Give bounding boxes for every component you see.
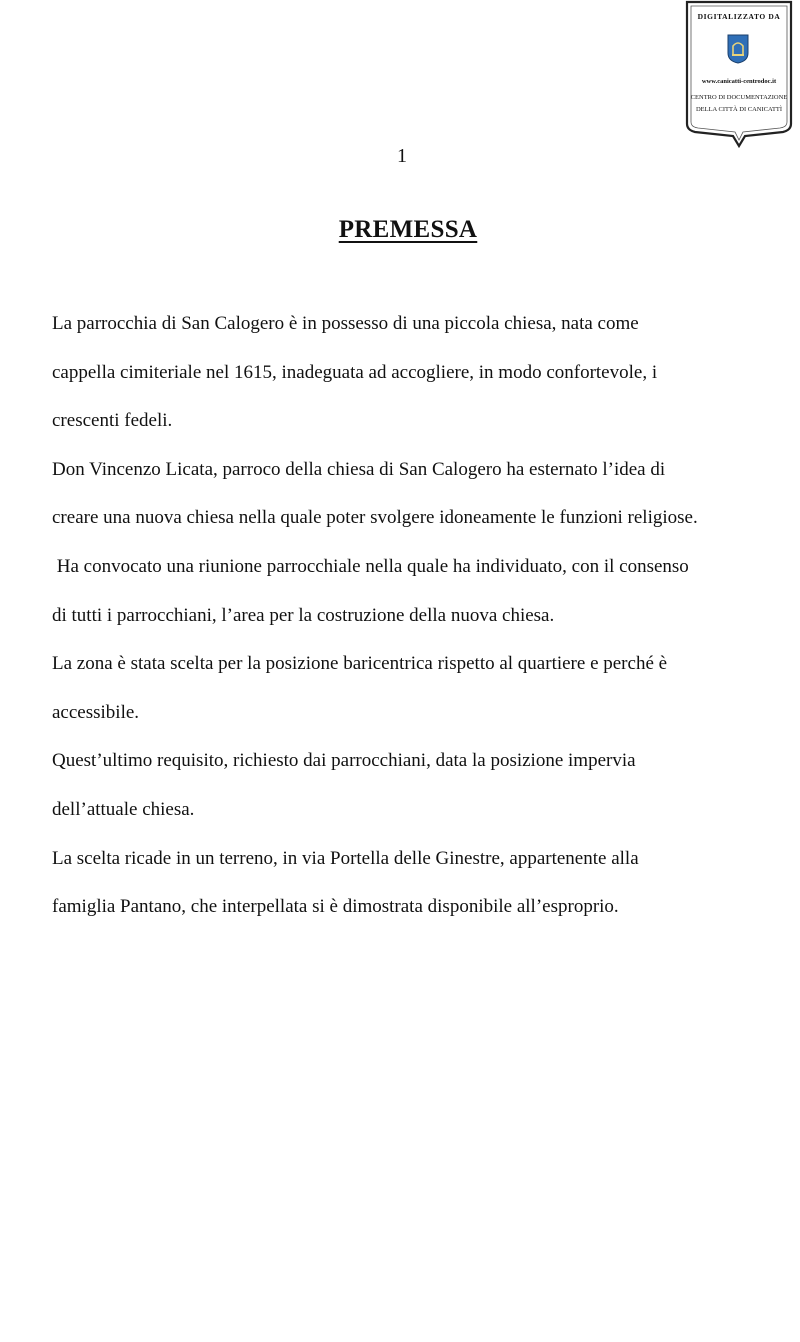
stamp-org-line-2: DELLA CITTÀ DI CANICATTÌ [695, 106, 783, 113]
stamp-org-line-1: CENTRO DI DOCUMENTAZIONE [690, 94, 788, 101]
digitization-stamp [683, 0, 795, 148]
text-line: Ha convocato una riunione parrocchiale nella quale ha individuato, con il consenso [52, 555, 689, 577]
body-text [52, 302, 772, 934]
coat-of-arms-icon [727, 34, 749, 64]
text-line: La parrocchia di San Calogero è in possesso di una piccola chiesa, nata come [52, 313, 639, 334]
text-line: La scelta ricade in un terreno, in via Portella delle Ginestre, appartenente alla [52, 847, 639, 869]
text-line: crescenti fedeli. [52, 410, 173, 432]
text-line: cappella cimiteriale nel 1615, inadeguata ad accogliere, in modo confortevole, i [52, 361, 658, 383]
text-line: famiglia Pantano, che interpellata si è dimostrata disponibile all’esproprio. [52, 896, 619, 918]
section-title: PREMESSA [338, 216, 478, 243]
text-line: dell’attuale chiesa. [52, 798, 195, 820]
text-line: La zona è stata scelta per la posizione baricentrica rispetto al quartiere e perché è [52, 653, 668, 675]
text-line: Don Vincenzo Licata, parroco della chiesa di San Calogero ha esternato l’idea di [52, 458, 666, 480]
text-line: accessibile. [52, 701, 140, 723]
page-number: 1 [397, 145, 407, 167]
text-line: Quest’ultimo requisito, richiesto dai parrocchiani, data la posizione impervia [52, 750, 636, 772]
stamp-heading: DIGITALIZZATO DA [697, 12, 781, 21]
text-line: di tutti i parrocchiani, l’area per la costruzione della nuova chiesa. [52, 604, 555, 626]
stamp-shield-frame [683, 0, 795, 148]
text-line: creare una nuova chiesa nella quale poter svolgere idoneamente le funzioni religiose. [52, 507, 698, 529]
stamp-url: www.canicatti-centrodoc.it [701, 78, 777, 85]
